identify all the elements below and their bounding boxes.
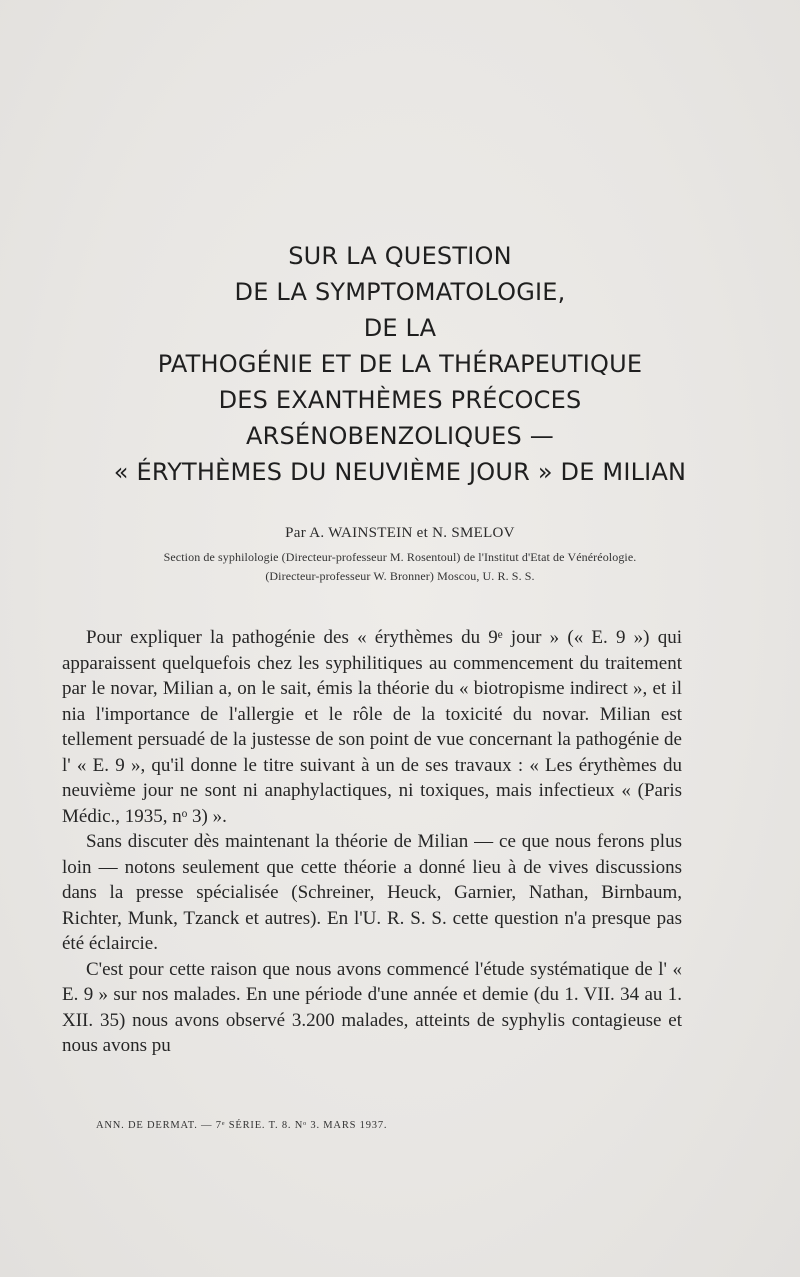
author-affiliation bbox=[40, 548, 760, 586]
journal-footer: ANN. DE DERMAT. — 7ᵉ SÉRIE. T. 8. Nᵒ 3. MARS 1937. bbox=[96, 1120, 388, 1131]
paragraph-2: Sans discuter dès maintenant la théorie de Milian — ce que nous ferons plus loin — notons seulement que cette théorie a donné lieu à de vives discussions dans la presse spécialisée (Schreiner, Heuck, Garnier, Nathan, Birnbaum, Richter, Munk, Tzanck et autres). En l'U. R. S. S. cette question n'a presque pas été éclaircie. bbox=[62, 831, 682, 954]
article-body bbox=[62, 625, 682, 1059]
title-line-4: PATHOGÉNIE ET DE LA THÉRAPEUTIQUE bbox=[157, 350, 643, 378]
title-line-7: « ÉRYTHÈMES DU NEUVIÈME JOUR » DE MILIAN bbox=[113, 458, 687, 486]
title-line-6: ARSÉNOBENZOLIQUES — bbox=[246, 422, 554, 450]
title-line-1: SUR LA QUESTION bbox=[288, 242, 512, 270]
title-line-3: DE LA bbox=[363, 314, 437, 342]
author-byline: Par A. WAINSTEIN et N. SMELOV bbox=[285, 525, 515, 541]
title-line-5: DES EXANTHÈMES PRÉCOCES bbox=[218, 386, 582, 414]
article-title bbox=[40, 238, 760, 490]
affiliation-line-1: Section de syphilologie (Directeur-professeur M. Rosentoul) de l'Institut d'Etat de Vénéréologie. bbox=[163, 550, 637, 564]
affiliation-line-2: (Directeur-professeur W. Bronner) Moscou, U. R. S. S. bbox=[265, 569, 535, 583]
paragraph-1: Pour expliquer la pathogénie des « érythèmes du 9ᵉ jour » (« E. 9 ») qui apparaissent quelquefois chez les syphilitiques au commencement du traitement par le novar, Milian a, on le sait, émis la théorie du « biotropisme indirect », et il nia l'importance de l'allergie et le rôle de la toxicité du novar. Milian est tellement persuadé de la justesse de son point de vue concernant la pathogénie de l' « E. 9 », qu'il donne le titre suivant à un de ses travaux : « Les érythèmes du neuvième jour ne sont ni anaphylactiques, ni toxiques, mais infectieux « (Paris Médic., 1935, nᵒ 3) ». bbox=[62, 627, 682, 827]
paragraph-3: C'est pour cette raison que nous avons commencé l'étude systématique de l' « E. 9 » sur nos malades. En une période d'une année et demie (du 1. VII. 34 au 1. XII. 35) nous avons observé 3.200 malades, atteints de syphylis contagieuse et nous avons pu bbox=[62, 958, 682, 1056]
title-line-2: DE LA SYMPTOMATOLOGIE, bbox=[234, 278, 566, 306]
